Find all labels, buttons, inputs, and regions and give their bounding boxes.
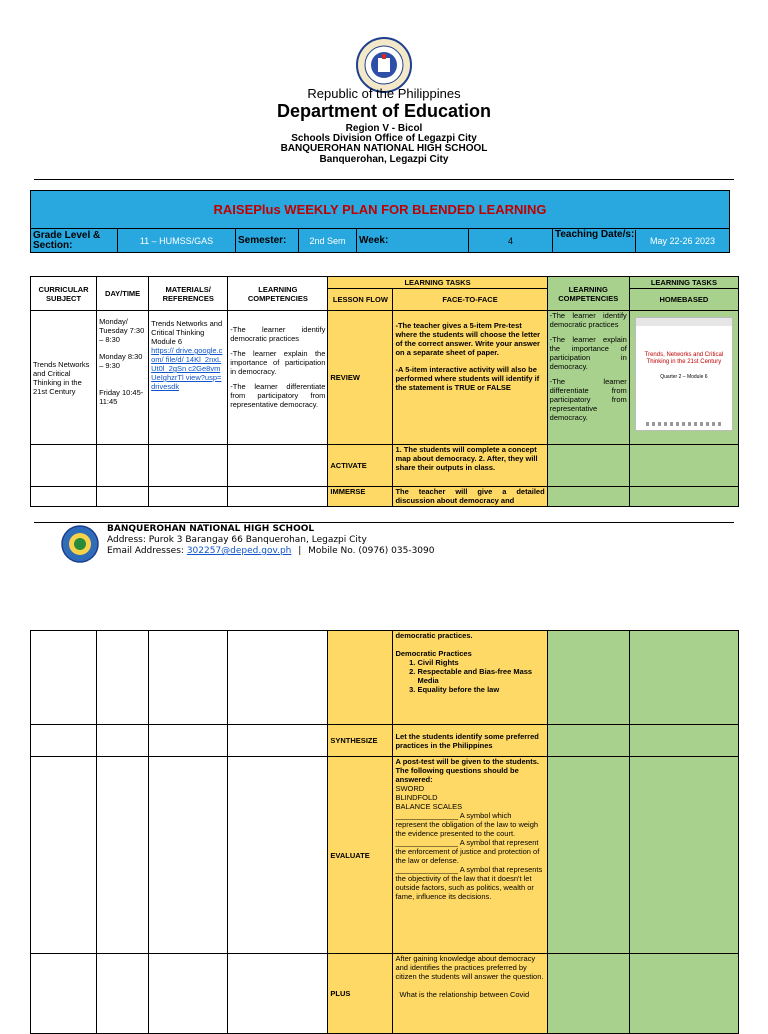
materials-module: Trends Networks and Critical Thinking Module 6 — [151, 319, 223, 346]
practice-3: 3. Equality before the law — [417, 685, 544, 694]
day-friday: Friday 10:45- 11:45 — [99, 388, 144, 406]
option-1: SWORD — [395, 784, 425, 793]
flow-activate: ACTIVATE — [328, 445, 393, 487]
immerse-cell: The teacher will give a detailed discussion about democracy and — [393, 487, 547, 507]
plus-cell — [393, 954, 547, 1034]
module-thumbnail — [635, 317, 733, 431]
header-competencies: LEARNING COMPETENCIES — [228, 277, 328, 311]
option-3: BALANCE SCALES — [395, 802, 463, 811]
immerse-continued-cell — [393, 631, 547, 725]
thumbnail-title: Trends, Networks and Critical Thinking in the 21st Century — [644, 352, 724, 365]
democratic-practices-title: Democratic Practices — [395, 649, 472, 658]
question-1: _______________ A symbol which represent the obligation of the law to weigh the evidence presented to the court. — [395, 811, 539, 838]
school-logo — [60, 524, 100, 564]
date-label: Teaching Date/s: — [553, 230, 636, 252]
synthesize-cell: Let the students identify some preferred practices in the Philippines — [393, 725, 547, 757]
practice-1: 1. Civil Rights — [417, 658, 544, 667]
date-value: May 22-26 2023 — [649, 235, 716, 246]
competency-r1: -The learner identify democratic practices — [549, 311, 627, 329]
activate-cell: 1. The students will complete a concept map about democracy. 2. After, they will share their outputs in class. — [393, 445, 547, 487]
practice-2: 2. Respectable and Bias-free Mass Media — [417, 667, 544, 685]
footer-school: BANQUEROHAN NATIONAL HIGH SCHOOL — [107, 524, 315, 534]
week-value: 4 — [469, 229, 553, 253]
competency-2: -The learner explain the importance of participation in democracy. — [230, 349, 326, 376]
header-competencies-2: LEARNING COMPETENCIES — [547, 277, 629, 311]
question-3: _______________ A symbol that represents the objectivity of the law that it doesn't let outside factors, such as politics, wealth or fame, influence its decisions. — [395, 865, 543, 901]
location-line: Banquerohan, Legazpi City — [319, 154, 449, 165]
header-homebased: HOMEBASED — [629, 289, 738, 311]
day-monday: Monday 8:30 – 9:30 — [99, 352, 143, 370]
day-monday-tuesday: Monday/ Tuesday 7:30 – 8:30 — [99, 317, 145, 344]
plus-text-2: What is the relationship between Covid — [399, 990, 530, 999]
header-materials: MATERIALS/ REFERENCES — [149, 277, 228, 311]
immerse-continued: democratic practices. — [395, 631, 473, 640]
header-subject: CURRICULAR SUBJECT — [31, 277, 97, 311]
footer-address: Address: Purok 3 Barangay 66 Banquerohan, Legazpi City — [107, 535, 367, 545]
flow-immerse: IMMERSE — [328, 487, 393, 507]
competency-r2: -The learner explain the importance of participation in democracy. — [549, 335, 627, 371]
plan-title: RAISEPlus WEEKLY PLAN FOR BLENDED LEARNING — [31, 191, 730, 229]
competencies-cell-2 — [547, 311, 629, 445]
competency-3: -The learner differentiate from participatory from representative democracy. — [230, 382, 326, 409]
daytime-cell — [97, 311, 149, 445]
email-link[interactable]: 302257@deped.gov.ph — [186, 546, 292, 556]
department-title: Department of Education — [276, 101, 491, 121]
header-face-to-face: FACE-TO-FACE — [393, 289, 547, 311]
subject-cell: Trends Networks and Critical Thinking in the 21st Century — [31, 311, 97, 445]
option-2: BLINDFOLD — [395, 793, 438, 802]
review-cell — [393, 311, 547, 445]
header-learning-tasks-2: LEARNING TASKS — [629, 277, 738, 289]
flow-synthesize: SYNTHESIZE — [328, 725, 393, 757]
grade-label: Grade Level & Section: — [31, 229, 118, 253]
footer-divider — [34, 522, 734, 523]
competency-r3: -The learner differentiate from participatory from representative democracy. — [549, 377, 627, 422]
review-text-2: -A 5-item interactive activity will also be performed where students will identify if the statement is TRUE or FALSE — [395, 365, 540, 392]
division-line: Schools Division Office of Legazpi City — [291, 133, 477, 144]
plus-text-1: After gaining knowledge about democracy and identifies the practices preferred by citizen the students will answer the question. — [395, 954, 544, 981]
school-line: BANQUEROHAN NATIONAL HIGH SCHOOL — [280, 143, 488, 154]
header-learning-tasks: LEARNING TASKS — [328, 277, 547, 289]
competencies-cell — [228, 311, 328, 445]
thumbnail-subtitle: Quarter 2 – Module 6 — [660, 374, 708, 380]
week-label: Week: — [357, 229, 469, 253]
question-2: _______________ A symbol that represent the enforcement of justice and protection of the law or defense. — [395, 838, 540, 865]
semester-value: 2nd Sem — [299, 229, 357, 253]
footer-contact — [107, 546, 434, 556]
flow-review: REVIEW — [328, 311, 393, 445]
republic-line: Republic of the Philippines — [307, 86, 461, 101]
review-text-1: -The teacher gives a 5-item Pre-test where the students will choose the letter of the correct answer. Write your answer on a separate sheet of paper. — [395, 321, 541, 357]
grade-value: 11 – HUMSS/GAS — [118, 229, 236, 253]
header-divider — [34, 179, 734, 180]
materials-link[interactable]: https:// drive.google.com/ file/d/ 14Kl_2nxLUt0l_2gSn c2Ge8vmUeIghzrTl view?usp=drivesdk — [151, 346, 223, 391]
flow-plus: PLUS — [328, 954, 393, 1034]
email-label: Email Addresses: — [107, 546, 184, 556]
homebased-cell — [629, 311, 738, 445]
lesson-table-page1 — [30, 276, 739, 507]
header-lesson-flow: LESSON FLOW — [328, 289, 393, 311]
evaluate-intro: A post-test will be given to the students. The following questions should be answered: — [395, 757, 539, 784]
lesson-table-page2 — [30, 630, 739, 1034]
competency-1: -The learner identify democratic practices — [230, 325, 326, 343]
mobile-number: Mobile No. (0976) 035-3090 — [308, 546, 435, 556]
democratic-practices-list — [395, 658, 544, 694]
flow-evaluate: EVALUATE — [328, 757, 393, 954]
evaluate-cell — [393, 757, 547, 954]
materials-cell — [149, 311, 228, 445]
header-daytime: DAY/TIME — [97, 277, 149, 311]
plan-header-table — [30, 190, 730, 253]
semester-label: Semester: — [236, 229, 299, 253]
region-line: Region V - Bicol — [345, 123, 423, 134]
contact-separator: | — [298, 546, 302, 556]
